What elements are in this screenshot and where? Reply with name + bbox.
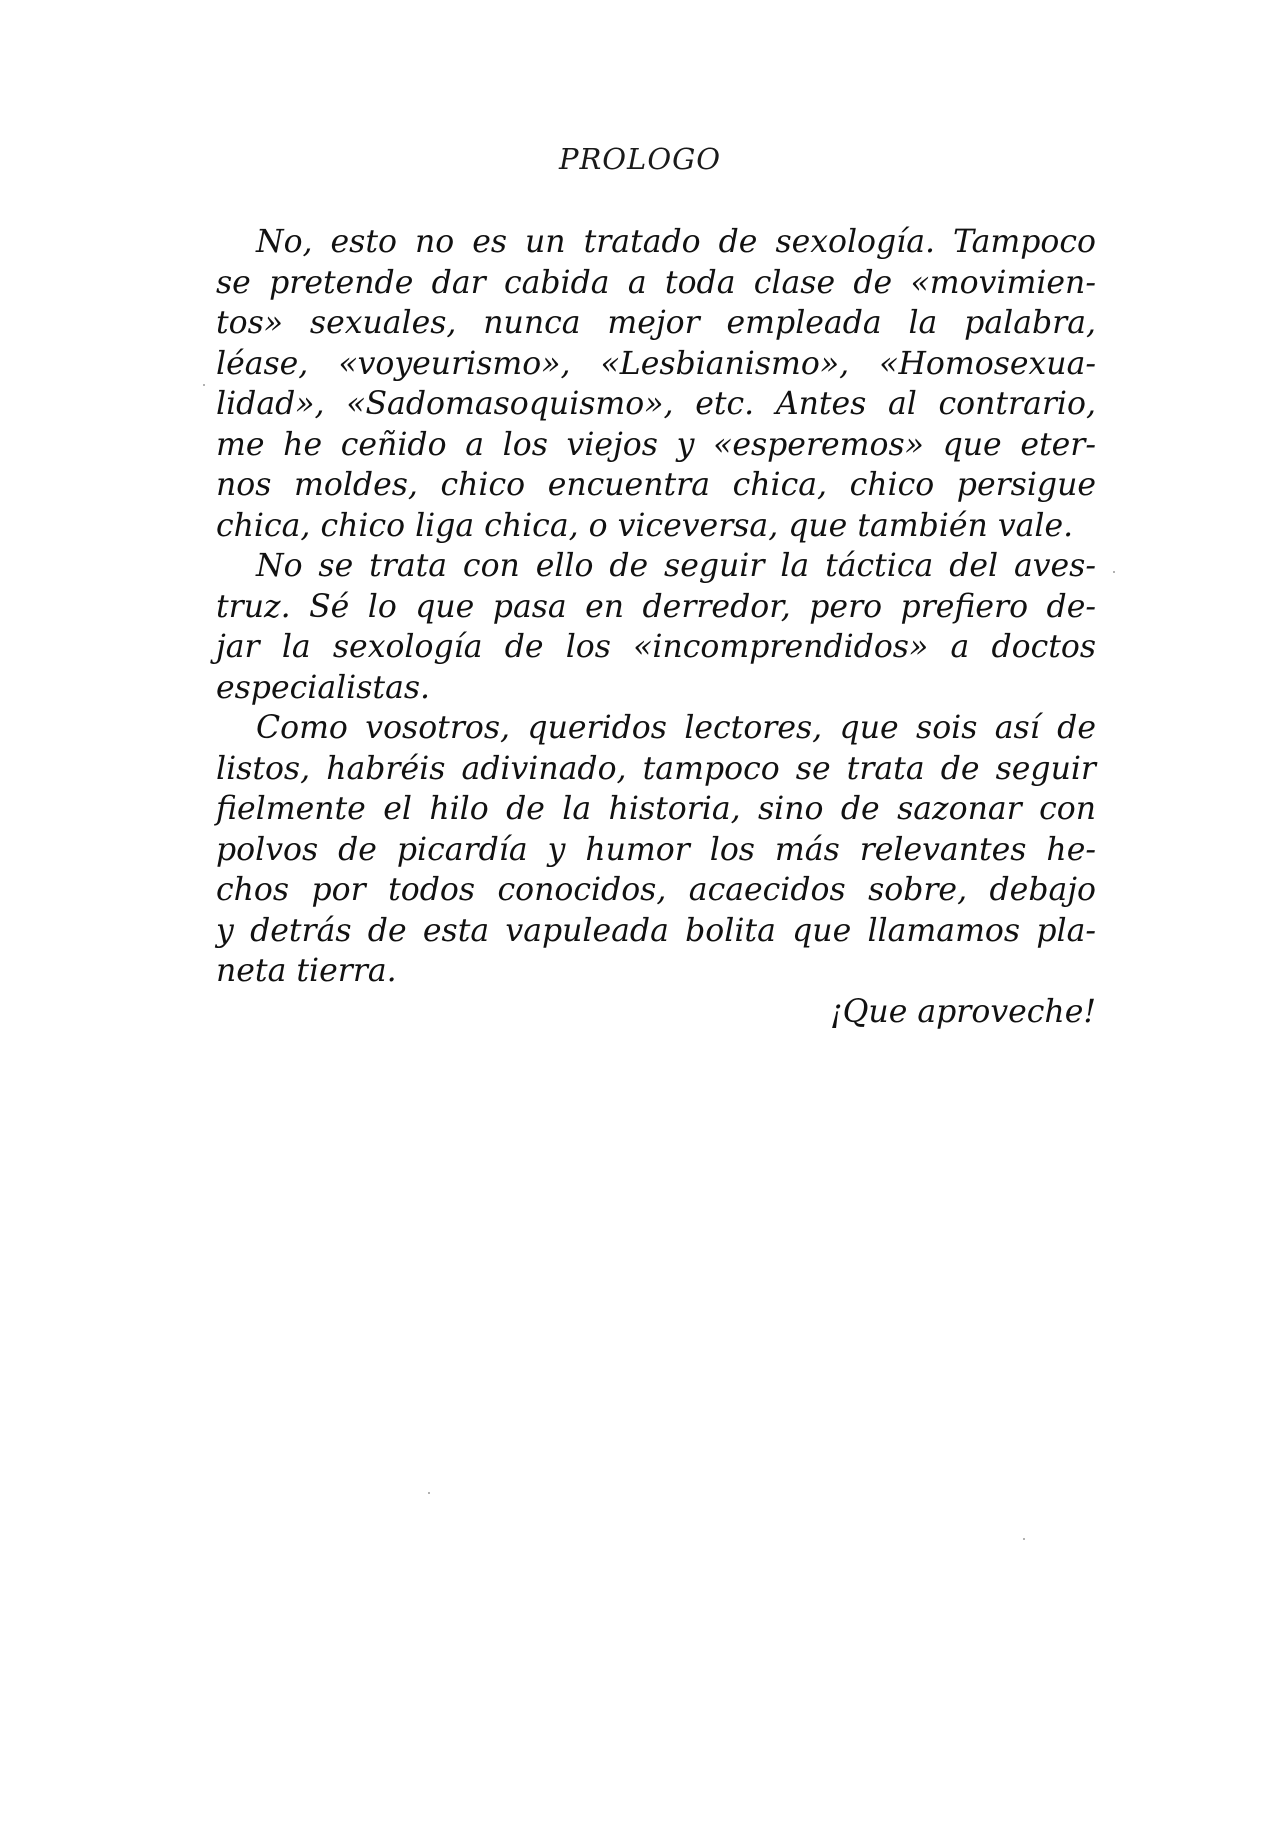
text-line: No se trata con ello de seguir la táctica del aves- — [256, 548, 1096, 584]
text-line: y detrás de esta vapuleada bolita que llamamos pla- — [216, 912, 1096, 949]
scan-speck — [1023, 1538, 1025, 1540]
text-line: polvos de picardía y humor los más relevantes he- — [216, 831, 1096, 868]
text-line: truz. Sé lo que pasa en derredor, pero prefiero de- — [216, 588, 1096, 625]
text-line: especialistas. — [216, 669, 431, 706]
scan-speck — [203, 384, 205, 386]
closing-line: ¡Que aproveche! — [829, 993, 1096, 1030]
text-line: fielmente el hilo de la historia, sino de sazonar con — [216, 791, 1096, 827]
scan-speck — [428, 1492, 430, 1494]
text-line: chica, chico liga chica, o viceversa, que también vale. — [216, 507, 1074, 544]
text-line: lidad», «Sadomasoquismo», etc. Antes al contrario, — [216, 386, 1096, 422]
text-line: tos» sexuales, nunca mejor empleada la palabra, — [216, 305, 1096, 341]
prologue-body — [216, 222, 1096, 1032]
text-line: nos moldes, chico encuentra chica, chico persigue — [216, 467, 1096, 503]
text-line: listos, habréis adivinado, tampoco se trata de seguir — [216, 750, 1096, 787]
text-line: jar la sexología de los «incomprendidos» a doctos — [216, 629, 1096, 665]
text-line: me he ceñido a los viejos y «esperemos» que eter- — [216, 426, 1096, 463]
text-line: neta tierra. — [216, 953, 397, 989]
text-line: léase, «voyeurismo», «Lesbianismo», «Homosexua- — [216, 345, 1096, 382]
scan-speck — [1113, 571, 1115, 573]
text-line: se pretende dar cabida a toda clase de «movimien- — [216, 264, 1096, 301]
text-line: No, esto no es un tratado de sexología. Tampoco — [256, 224, 1096, 260]
paragraph-2 — [216, 546, 1096, 708]
page-title: PROLOGO — [558, 142, 722, 176]
text-line: chos por todos conocidos, acaecidos sobre, debajo — [216, 872, 1096, 908]
paragraph-1 — [216, 222, 1096, 546]
text-line: Como vosotros, queridos lectores, que sois así de — [256, 710, 1096, 746]
paragraph-3 — [216, 708, 1096, 992]
